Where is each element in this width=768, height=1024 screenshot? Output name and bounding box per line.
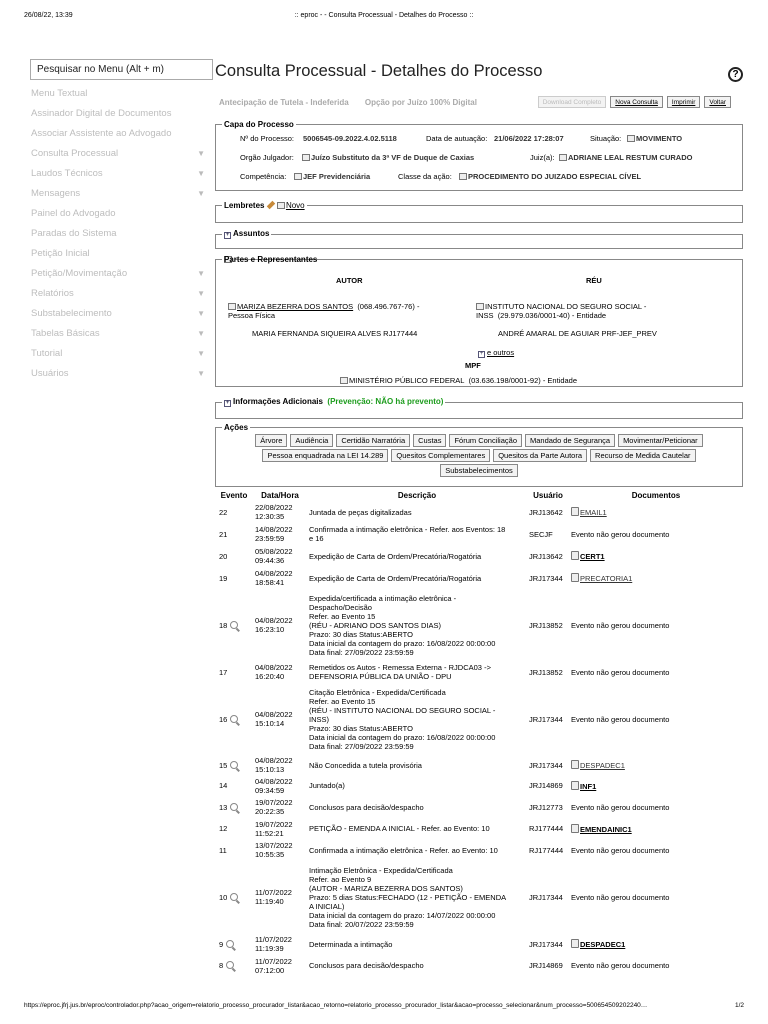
table-row [215,775,743,796]
chevron-down-icon: ▼ [197,309,205,318]
event-number: 17 [219,667,228,677]
event-number: 13 [219,802,228,812]
event-description: Não Concedida a tutela provisória [309,760,422,770]
expand-icon: + [479,351,484,357]
menu-item[interactable] [30,164,213,184]
event-number: 19 [219,573,228,583]
column-header: Evento [220,490,248,500]
juiz-value: ADRIANE LEAL RESTUM CURADO [568,153,693,162]
tags-row [215,98,743,118]
no-document-text: Evento não gerou documento [571,892,670,902]
menu-item[interactable] [30,124,213,144]
chevron-down-icon: ▼ [197,169,205,178]
magnifier-icon[interactable] [230,761,238,769]
event-description: Determinada a intimação [309,939,393,949]
event-number-cell [215,589,253,661]
event-number: 15 [219,760,228,770]
document-icon [571,551,579,560]
situacao-value: MOVIMENTO [636,134,683,143]
capa-processo [215,120,743,191]
info-icon [228,303,236,310]
event-document [569,755,743,775]
event-datetime: 04/08/2022 18:58:41 [255,569,293,587]
reu-party [476,302,646,311]
document-link[interactable]: DESPADEC1 [580,761,625,770]
sidebar [30,59,213,384]
partes-label: Partes e Representantes [224,255,318,264]
event-datetime: 22/08/2022 12:30:35 [255,503,293,521]
chevron-down-icon: ▼ [197,269,205,278]
top-buttons [538,96,731,108]
event-number: 14 [219,781,228,790]
competencia-item[interactable] [294,167,370,186]
event-description: Confirmada a intimação eletrônica - Refer. ao Evento: 10 [309,845,498,855]
reu-name: INSTITUTO NACIONAL DO SEGURO SOCIAL - [485,302,647,311]
num-processo-value: 5006545-09.2022.4.02.5118 [303,134,397,143]
events-body [215,501,743,976]
acoes-row [222,434,736,447]
info-icon [627,135,635,142]
event-document [569,545,743,567]
acao-button[interactable]: Custas [413,434,446,447]
event-user: JRJ17344 [529,573,563,583]
print-url: https://eproc.jfrj.jus.br/eproc/controlador.php?acao_origem=relatorio_processo_procurador_listar&acao_retorno=relatorio_processo_procurador_listar&acao=processo_selecionar&num_processo=500654509202240… [24,1002,648,1009]
document-link[interactable]: PRECATORIA1 [580,574,633,583]
event-datetime: 19/07/2022 20:22:35 [255,798,293,816]
print-page: 1/2 [734,1002,744,1009]
menu-item[interactable] [30,364,213,384]
menu-item-label: Paradas do Sistema [31,228,117,239]
document-link[interactable]: DESPADEC1 [580,940,626,949]
competencia-value: JEF Previdenciária [303,172,371,181]
assuntos [215,229,743,249]
main-content [215,62,743,976]
assuntos-legend[interactable] [222,229,271,239]
table-row [215,567,743,589]
table-row [215,661,743,683]
reu-doc: (29.979.036/0001-40) - Entidade [497,311,607,320]
event-document [569,683,743,755]
menu-list [30,84,213,384]
event-user: JRJ13642 [529,507,563,517]
table-row [215,683,743,755]
menu-item-label: Consulta Processual [31,148,119,159]
mpf-party [340,376,577,385]
event-document [569,818,743,839]
document-link[interactable]: EMENDAINIC1 [580,824,632,834]
event-user: JRJ17344 [529,892,563,902]
classe-value: PROCEDIMENTO DO JUIZADO ESPECIAL CÍVEL [468,172,642,181]
event-document [569,861,743,933]
event-number-cell [215,501,253,523]
menu-item-label: Mensagens [31,188,81,199]
event-document [569,567,743,589]
event-document [569,775,743,796]
classe-label: Classe da ação: [398,172,452,181]
menu-item-label: Menu Textual [31,88,88,99]
event-user: JRJ14869 [529,781,563,790]
document-icon [571,760,579,769]
event-number: 20 [219,551,228,561]
info-icon [476,303,484,310]
event-document [569,501,743,523]
novo-lembrete-link[interactable]: Novo [285,201,305,210]
print-header [0,12,768,22]
print-title: :: eproc - - Consulta Processual - Detalhes do Processo :: [294,12,474,19]
event-document [569,661,743,683]
magnifier-icon[interactable] [230,893,238,901]
num-processo-label: Nº do Processo: [240,134,295,143]
menu-item-label: Assinador Digital de Documentos [31,108,172,119]
acao-button[interactable]: Pessoa enquadrada na LEI 14.289 [262,449,388,462]
reu-line2 [476,311,606,320]
mpf-heading: MPF [465,361,481,370]
menu-item[interactable] [30,264,213,284]
mpf-doc: (03.636.198/0001-92) - Entidade [468,376,578,385]
outros-toggle[interactable] [478,348,514,358]
classe-item[interactable] [459,167,641,186]
event-user: RJ177444 [529,824,564,833]
no-document-text: Evento não gerou documento [571,802,670,812]
event-number-cell [215,839,253,861]
menu-item[interactable] [30,284,213,304]
event-user: JRJ13852 [529,620,563,630]
document-icon [571,507,579,516]
competencia-label: Competência: [240,172,287,181]
info-legend[interactable] [222,397,445,407]
event-datetime: 11/07/2022 11:19:39 [255,935,292,953]
magnifier-icon[interactable] [226,940,234,948]
tag-tutela: Antecipação de Tutela - Indeferida [219,98,349,107]
document-icon [571,781,579,790]
event-datetime: 05/08/2022 09:44:36 [255,547,293,565]
event-number: 16 [219,714,228,724]
assuntos-label: Assuntos [233,229,270,238]
event-description: Expedição de Carta de Ordem/Precatória/Rogatória [309,573,482,583]
acoes-legend: Ações [224,423,249,432]
menu-item-label: Laudos Técnicos [31,168,103,179]
menu-item[interactable] [30,144,213,164]
events-table [215,489,743,976]
column-header: Documentos [631,490,681,500]
event-document [569,839,743,861]
menu-item[interactable] [30,84,213,104]
column-header: Data/Hora [261,490,299,500]
event-description: Expedida/certificada a intimação eletrônica - Despacho/Decisão Refer. ao Evento 15 (RÉU - ADRIANO DOS SANTOS DIAS) Prazo: 30 dias Status:ABERTO Data inicial da contagem do prazo: 16/08/2022 00:00:00 Data final: 27/09/2022 23:59:59 [309,593,496,657]
no-document-text: Evento não gerou documento [571,529,670,539]
data-autuacao-value: 21/06/2022 17:28:07 [494,134,564,143]
lembretes-label: Lembretes [224,201,265,210]
orgao-item[interactable] [302,148,474,167]
magnifier-icon[interactable] [230,621,238,629]
acao-button[interactable]: Árvore [255,434,287,447]
lembretes-legend [222,201,307,210]
event-description: Intimação Eletrônica - Expedida/Certificada Refer. ao Evento 9 (AUTOR - MARIZA BEZERRA DOS SANTOS) Prazo: 5 dias Status:FECHADO (12 - PETIÇÃO - EMENDA A INICIAL) Data inicial da contagem do prazo: 14/07/2022 00:00:00 Data final: 20/07/2022 23:59:59 [309,865,507,929]
acao-button[interactable]: Fórum Conciliação [449,434,522,447]
event-document [569,955,743,976]
expand-icon[interactable]: + [225,232,230,238]
menu-item-label: Associar Assistente ao Advogado [31,128,172,139]
table-row [215,933,743,955]
table-row [215,818,743,839]
event-description: Juntado(a) [309,781,345,790]
event-number-cell [215,955,253,976]
event-description: Expedição de Carta de Ordem/Precatória/Rogatória [309,551,482,561]
event-number-cell [215,818,253,839]
partes-legend [222,255,318,264]
lembretes [215,201,743,223]
menu-item[interactable] [30,224,213,244]
reu-name-2: INSS [476,311,494,320]
chevron-down-icon: ▼ [197,189,205,198]
menu-item-label: Usuários [31,368,69,379]
event-number: 8 [219,961,224,970]
event-description: Conclusos para decisão/despacho [309,802,424,812]
autor-name-link[interactable]: MARIZA BEZERRA DOS SANTOS [237,302,354,311]
document-link[interactable]: EMAIL1 [580,508,607,517]
table-row [215,839,743,861]
reu-heading: RÉU [586,276,602,285]
acao-button[interactable]: Audiência [290,434,333,447]
menu-item-label: Relatórios [31,288,74,299]
acao-button[interactable]: Recurso de Medida Cautelar [590,449,695,462]
menu-item[interactable] [30,304,213,324]
event-description: Conclusos para decisão/despacho [309,961,424,970]
autor-advogado: MARIA FERNANDA SIQUEIRA ALVES RJ177444 [252,329,418,338]
data-autuacao-label: Data de autuação: [426,134,488,143]
voltar-button[interactable]: Voltar [704,96,731,108]
autor-party [228,302,419,311]
event-description: Juntada de peças digitalizadas [309,507,412,517]
event-user: SECJF [529,529,553,539]
event-datetime: 13/07/2022 10:55:35 [255,841,293,859]
info-icon [559,154,567,161]
event-datetime: 19/07/2022 11:52:21 [255,819,293,838]
menu-search-input[interactable]: Pesquisar no Menu (Alt + m) [30,59,213,80]
menu-item-label: Tabelas Básicas [31,328,100,339]
table-row [215,796,743,818]
chevron-down-icon: ▼ [197,289,205,298]
event-description: Remetidos os Autos - Remessa Externa - RJDCA03 -> DEFENSORIA PÚBLICA DA UNIÃO - DPU [309,663,491,681]
column-header: Descrição [397,490,437,500]
autor-heading: AUTOR [336,276,363,285]
autor-doc: (068.496.767-76) - [357,302,420,311]
event-document [569,796,743,818]
capa-legend: Capa do Processo [224,120,294,129]
event-number-cell [215,755,253,775]
acoes-row [222,464,736,477]
help-icon[interactable]: ? [728,67,743,82]
event-user: JRJ14869 [529,961,563,970]
acoes [215,423,743,487]
no-document-text: Evento não gerou documento [571,961,670,970]
no-document-text: Evento não gerou documento [571,667,670,677]
info-icon [302,154,310,161]
document-icon [571,939,579,948]
acao-button[interactable]: Substabelecimentos [440,464,518,477]
event-number-cell [215,523,253,545]
event-datetime: 04/08/2022 15:10:13 [255,756,293,774]
document-link[interactable]: CERT1 [580,552,605,561]
magnifier-icon[interactable] [230,715,238,723]
juiz-item[interactable] [559,148,692,167]
event-document [569,933,743,955]
orgao-value: Juízo Substituto da 3ª VF de Duque de Caxias [311,153,475,162]
menu-item-label: Painel do Advogado [31,208,116,219]
table-row [215,755,743,775]
magnifier-icon[interactable] [226,961,234,969]
partes-representantes [215,255,743,387]
event-user: JRJ17344 [529,714,563,724]
table-row [215,955,743,976]
event-datetime: 14/08/2022 23:59:59 [255,525,293,543]
menu-item-label: Tutorial [31,348,63,359]
event-user: RJ177444 [529,845,564,855]
event-datetime: 04/08/2022 16:23:10 [255,616,293,634]
capa-row-1 [222,129,736,148]
event-number: 9 [219,939,224,949]
outros-link[interactable]: e outros [487,348,515,357]
event-number-cell [215,683,253,755]
table-row [215,861,743,933]
no-document-text: Evento não gerou documento [571,620,670,630]
event-number-cell [215,861,253,933]
juiz-label: Juiz(a): [530,153,555,162]
table-row [215,501,743,523]
event-datetime: 11/07/2022 07:12:00 [255,956,292,975]
capa-row-3 [222,167,736,186]
event-number: 11 [219,845,227,855]
event-number-cell [215,775,253,796]
document-icon [571,824,579,833]
table-row [215,589,743,661]
info-icon [459,173,467,180]
mpf-name: MINISTÉRIO PÚBLICO FEDERAL [349,376,465,385]
event-number: 22 [219,507,228,517]
table-row [215,523,743,545]
magnifier-icon[interactable] [230,803,238,811]
table-header-row [215,489,743,501]
document-icon [571,573,579,582]
no-document-text: Evento não gerou documento [571,714,670,724]
event-number-cell [215,933,253,955]
event-datetime: 04/08/2022 15:10:14 [255,710,293,728]
event-number-cell [215,545,253,567]
info-icon [294,173,302,180]
print-date: 26/08/22, 13:39 [24,12,73,19]
chevron-down-icon: ▼ [197,369,205,378]
acoes-row [222,449,736,462]
menu-item-label: Substabelecimento [31,308,112,319]
menu-item-label: Petição/Movimentação [31,268,128,279]
event-number: 12 [219,824,228,833]
event-user: JRJ17344 [529,939,563,949]
orgao-label: Orgão Julgador: [240,153,294,162]
no-document-text: Evento não gerou documento [571,845,670,855]
capa-row-2 [222,148,736,167]
situacao-item[interactable] [627,129,682,148]
event-number: 18 [219,620,228,630]
event-description: PETIÇÃO - EMENDA A INICIAL - Refer. ao Evento: 10 [309,824,490,833]
autor-tipo: Pessoa Física [228,311,276,320]
document-link[interactable]: INF1 [580,781,597,791]
prevencao-status: (Prevenção: NÃO há prevento) [327,397,444,406]
menu-item[interactable] [30,344,213,364]
column-header: Usuário [533,490,563,500]
menu-item[interactable] [30,184,213,204]
event-number: 10 [219,892,228,902]
event-user: JRJ12773 [529,802,563,812]
imprimir-button[interactable]: Imprimir [667,96,700,108]
situacao-label: Situação: [590,134,622,143]
chevron-down-icon: ▼ [197,349,205,358]
pencil-icon[interactable] [266,201,274,209]
menu-item[interactable] [30,204,213,224]
acao-button[interactable]: Quesitos Complementares [391,449,490,462]
acao-button[interactable]: Movimentar/Peticionar [618,434,703,447]
info-icon [340,377,348,384]
event-datetime: 11/07/2022 11:19:40 [255,888,292,906]
event-user: JRJ13852 [529,667,563,677]
event-number-cell [215,661,253,683]
acao-button[interactable]: Quesitos da Parte Autora [493,449,587,462]
event-datetime: 04/08/2022 09:34:59 [255,776,293,795]
event-description: Confirmada a intimação eletrônica - Refer. aos Eventos: 18 e 16 [309,525,506,543]
informacoes-adicionais [215,397,743,419]
event-user: JRJ17344 [529,760,563,770]
event-number-cell [215,567,253,589]
download-button[interactable]: Download Completo [538,96,607,108]
menu-item[interactable] [30,104,213,124]
chevron-down-icon: ▼ [197,149,205,158]
acao-button[interactable]: Mandado de Segurança [525,434,615,447]
info-label: Informações Adicionais [233,397,323,406]
event-number-cell [215,796,253,818]
event-datetime: 04/08/2022 16:20:40 [255,663,293,681]
expand-icon[interactable]: + [225,400,230,406]
novo-icon [277,202,285,209]
event-description: Citação Eletrônica - Expedida/Certificada Refer. ao Evento 15 (RÉU - INSTITUTO NACIONAL DO SEGURO SOCIAL - INSS) Prazo: 30 dias Status:ABERTO Data inicial da contagem do prazo: 16/08/2022 00:00:00 Data final: 27/09/2022 23:59:59 [309,687,496,751]
table-row [215,545,743,567]
event-number: 21 [219,529,228,539]
nova-consulta-button[interactable]: Nova Consulta [610,96,663,108]
page-title: Consulta Processual - Detalhes do Processo [215,62,543,80]
menu-item[interactable] [30,244,213,264]
menu-item-label: Petição Inicial [31,248,90,259]
chevron-down-icon: ▼ [197,329,205,338]
menu-item[interactable] [30,324,213,344]
event-document [569,523,743,545]
event-document [569,589,743,661]
acao-button[interactable]: Certidão Narratória [336,434,410,447]
tag-juizo-digital: Opção por Juízo 100% Digital [364,98,477,107]
reu-advogado: ANDRÉ AMARAL DE AGUIAR PRF-JEF_PREV [498,329,657,338]
event-user: JRJ13642 [529,551,563,561]
